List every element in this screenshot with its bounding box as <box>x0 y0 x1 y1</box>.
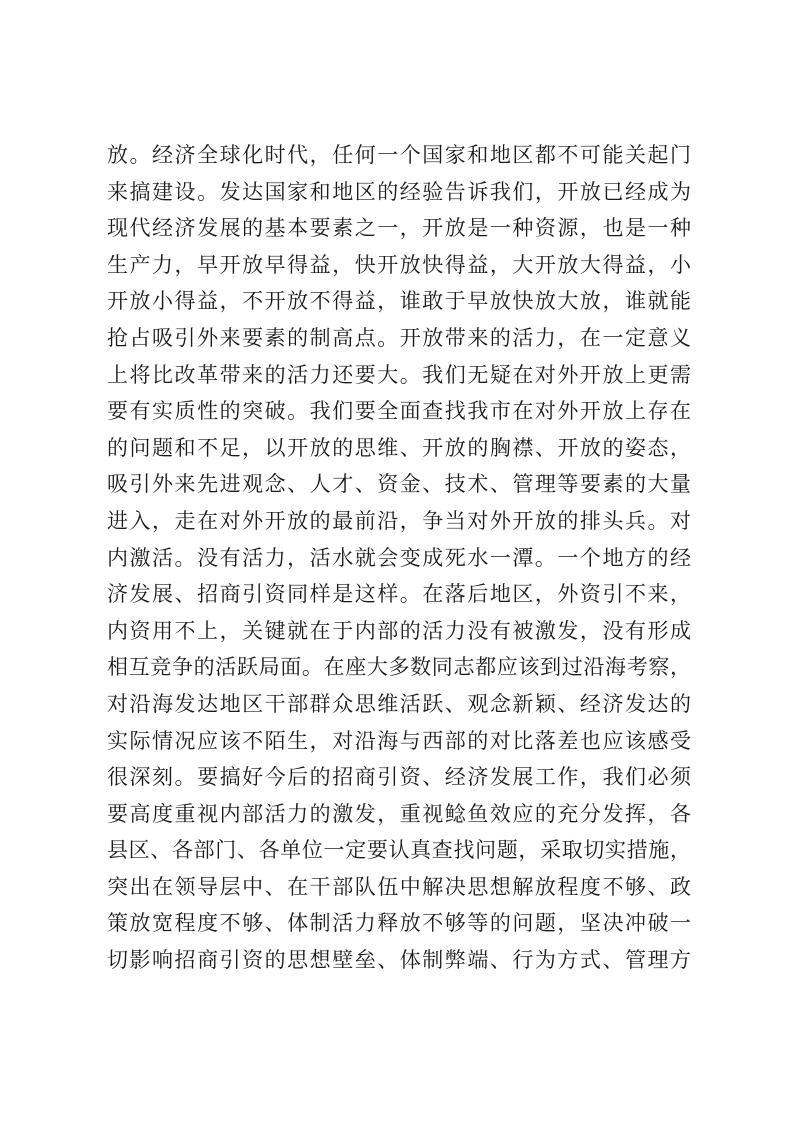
text-line: 放。经济全球化时代，任何一个国家和地区都不可能关起门 <box>107 143 693 167</box>
text-line: 进入，走在对外开放的最前沿，争当对外开放的排头兵。对 <box>107 508 693 533</box>
text-line: 内激活。没有活力，活水就会变成死水一潭。一个地方的经 <box>107 545 693 570</box>
text-line: 内资用不上，关键就在于内部的活力没有被激发，没有形成 <box>107 618 693 643</box>
text-line: 策放宽程度不够、体制活力释放不够等的问题，坚决冲破一 <box>107 911 693 936</box>
text-line: 对沿海发达地区干部群众思维活跃、观念新颖、经济发达的 <box>107 691 693 716</box>
text-line: 要有实质性的突破。我们要全面查找我市在对外开放上存在 <box>107 399 693 424</box>
text-line: 的问题和不足，以开放的思维、开放的胸襟、开放的姿态， <box>107 435 693 460</box>
text-line: 开放小得益，不开放不得益，谁敢于早放快放大放，谁就能 <box>107 289 693 314</box>
text-line: 上将比改革带来的活力还要大。我们无疑在对外开放上更需 <box>107 362 693 387</box>
text-line: 县区、各部门、各单位一定要认真查找问题，采取切实措施， <box>107 838 692 863</box>
text-line: 生产力，早开放早得益，快开放快得益，大开放大得益，小 <box>107 252 693 277</box>
text-line: 吸引外来先进观念、人才、资金、技术、管理等要素的大量 <box>107 472 693 497</box>
text-line: 要高度重视内部活力的激发，重视鲶鱼效应的充分发挥，各 <box>107 801 693 826</box>
text-line: 来搞建设。发达国家和地区的经验告诉我们，开放已经成为 <box>107 179 693 204</box>
text-line: 很深刻。要搞好今后的招商引资、经济发展工作，我们必须 <box>107 765 693 790</box>
text-line: 切影响招商引资的思想壁垒、体制弊端、行为方式、管理方 <box>107 948 693 973</box>
text-line: 抢占吸引外来要素的制高点。开放带来的活力，在一定意义 <box>107 325 693 350</box>
text-line: 突出在领导层中、在干部队伍中解决思想解放程度不够、政 <box>107 874 693 899</box>
text-line: 现代经济发展的基本要素之一，开放是一种资源，也是一种 <box>107 216 693 241</box>
text-line: 相互竞争的活跃局面。在座大多数同志都应该到过沿海考察， <box>107 655 692 680</box>
body-text <box>107 137 691 979</box>
text-line: 实际情况应该不陌生，对沿海与西部的对比落差也应该感受 <box>107 728 693 753</box>
text-line: 济发展、招商引资同样是这样。在落后地区，外资引不来， <box>107 582 693 607</box>
